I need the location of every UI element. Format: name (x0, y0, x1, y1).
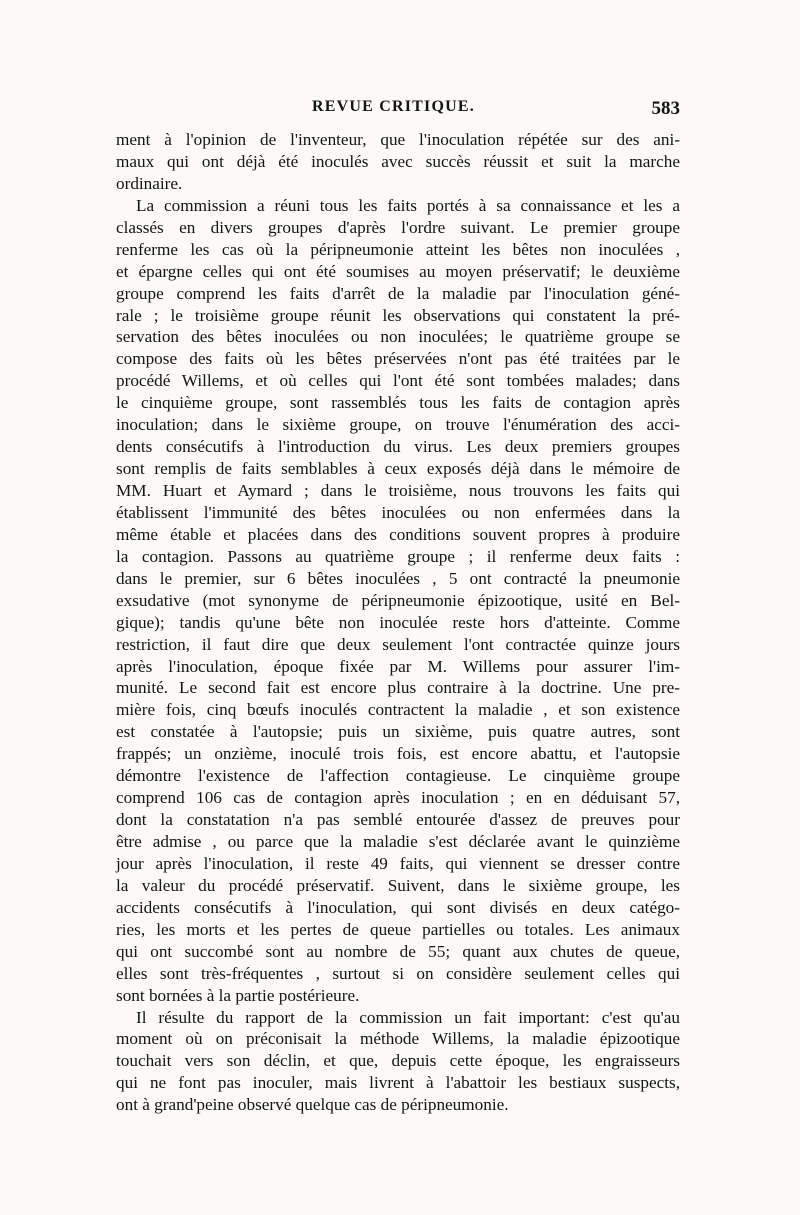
text-line: être admise , ou parce que la maladie s'est déclarée avant le quinzième (116, 832, 680, 851)
text-line: touchait vers son déclin, et que, depuis cette époque, les engraisseurs (116, 1051, 680, 1071)
text-line: même étable et placées dans des conditions souvent propres à produire (116, 524, 680, 544)
text-line: la valeur du procédé préservatif. Suivent, dans le sixième groupe, les (116, 875, 680, 895)
text-line: accidents consécutifs à l'inoculation, qui sont divisés en deux catégo- (116, 897, 680, 917)
text-line: servation des bêtes inoculées ou non inoculées; le quatrième groupe se (116, 327, 680, 347)
running-head (116, 98, 680, 122)
text-line: classés en divers groupes d'après l'ordre suivant. Le premier groupe (116, 217, 680, 237)
running-title: REVUE CRITIQUE. (312, 98, 475, 115)
paragraph-start-line: Il résulte du rapport de la commission un fait important: c'est qu'au (136, 1007, 680, 1027)
text-line: ont à grand'peine observé quelque cas de péripneumonie. (116, 1095, 509, 1115)
text-line: exsudative (mot synonyme de péripneumonie épizootique, usité en Bel- (116, 590, 680, 610)
text-line: la contagion. Passons au quatrième groupe ; il renferme deux faits : (116, 546, 680, 566)
text-line: établissent l'immunité des bêtes inoculées ou non enfermées dans la (116, 502, 680, 522)
text-line: mière fois, cinq bœufs inoculés contractent la maladie , et son existence (116, 700, 680, 720)
text-line: dont la constatation n'a pas semblé entourée d'assez de preuves pour (116, 810, 680, 830)
text-line: démontre l'existence de l'affection contagieuse. Le cinquième groupe (116, 766, 680, 786)
page-number: 583 (651, 98, 680, 119)
text-line: MM. Huart et Aymard ; dans le troisième, nous trouvons les faits qui (116, 481, 680, 500)
paragraph-start-line: La commission a réuni tous les faits portés à sa connaissance et les a (136, 195, 680, 215)
text-line: inoculation; dans le sixième groupe, on trouve l'énumération des acci- (116, 415, 680, 435)
text-line: sont bornées à la partie postérieure. (116, 985, 360, 1005)
text-line: qui ne font pas inoculer, mais livrent à l'abattoir les bestiaux suspects, (116, 1073, 680, 1093)
text-line: qui ont succombé sont au nombre de 55; quant aux chutes de queue, (116, 941, 680, 961)
body-text (116, 129, 680, 1116)
text-line: groupe comprend les faits d'arrêt de la maladie par l'inoculation géné- (116, 283, 680, 303)
text-line: et épargne celles qui ont été soumises au moyen préservatif; le deuxième (116, 261, 680, 281)
text-line: renferme les cas où la péripneumonie atteint les bêtes non inoculées , (116, 239, 680, 259)
text-line: ment à l'opinion de l'inventeur, que l'inoculation répétée sur des ani- (116, 130, 680, 149)
text-line: moment où on préconisait la méthode Willems, la maladie épizootique (116, 1029, 680, 1049)
text-line: elles sont très-fréquentes , surtout si on considère seulement celles qui (116, 963, 680, 983)
text-line: dans le premier, sur 6 bêtes inoculées , 5 ont contracté la pneumonie (116, 568, 680, 588)
text-line: maux qui ont déjà été inoculés avec succès réussit et suit la marche (116, 151, 680, 171)
text-line: est constatée à l'autopsie; puis un sixième, puis quatre autres, sont (116, 722, 680, 742)
text-line: munité. Le second fait est encore plus contraire à la doctrine. Une pre- (116, 678, 680, 698)
text-line: compose des faits où les bêtes préservées n'ont pas été traitées par le (116, 349, 680, 369)
text-line: jour après l'inoculation, il reste 49 faits, qui viennent se dresser contre (116, 853, 680, 873)
text-line: procédé Willems, et où celles qui l'ont été sont tombées malades; dans (116, 371, 680, 391)
text-line: ordinaire. (116, 173, 183, 193)
text-line: dents consécutifs à l'introduction du virus. Les deux premiers groupes (116, 437, 680, 457)
text-line: sont remplis de faits semblables à ceux exposés déjà dans le mémoire de (116, 459, 680, 479)
text-line: restriction, il faut dire que deux seulement l'ont contractée quinze jours (116, 634, 680, 654)
text-line: après l'inoculation, époque fixée par M. Willems pour assurer l'im- (116, 656, 680, 676)
text-line: le cinquième groupe, sont rassemblés tous les faits de contagion après (116, 393, 680, 413)
text-line: rale ; le troisième groupe réunit les observations qui constatent la pré- (116, 305, 680, 325)
text-line: comprend 106 cas de contagion après inoculation ; en en déduisant 57, (116, 788, 680, 808)
text-line: frappés; un onzième, inoculé trois fois, est encore abattu, et l'autopsie (116, 744, 680, 764)
text-line: gique); tandis qu'une bête non inoculée reste hors d'atteinte. Comme (116, 612, 680, 632)
text-line: ries, les morts et les pertes de queue partielles ou totales. Les animaux (116, 919, 680, 939)
